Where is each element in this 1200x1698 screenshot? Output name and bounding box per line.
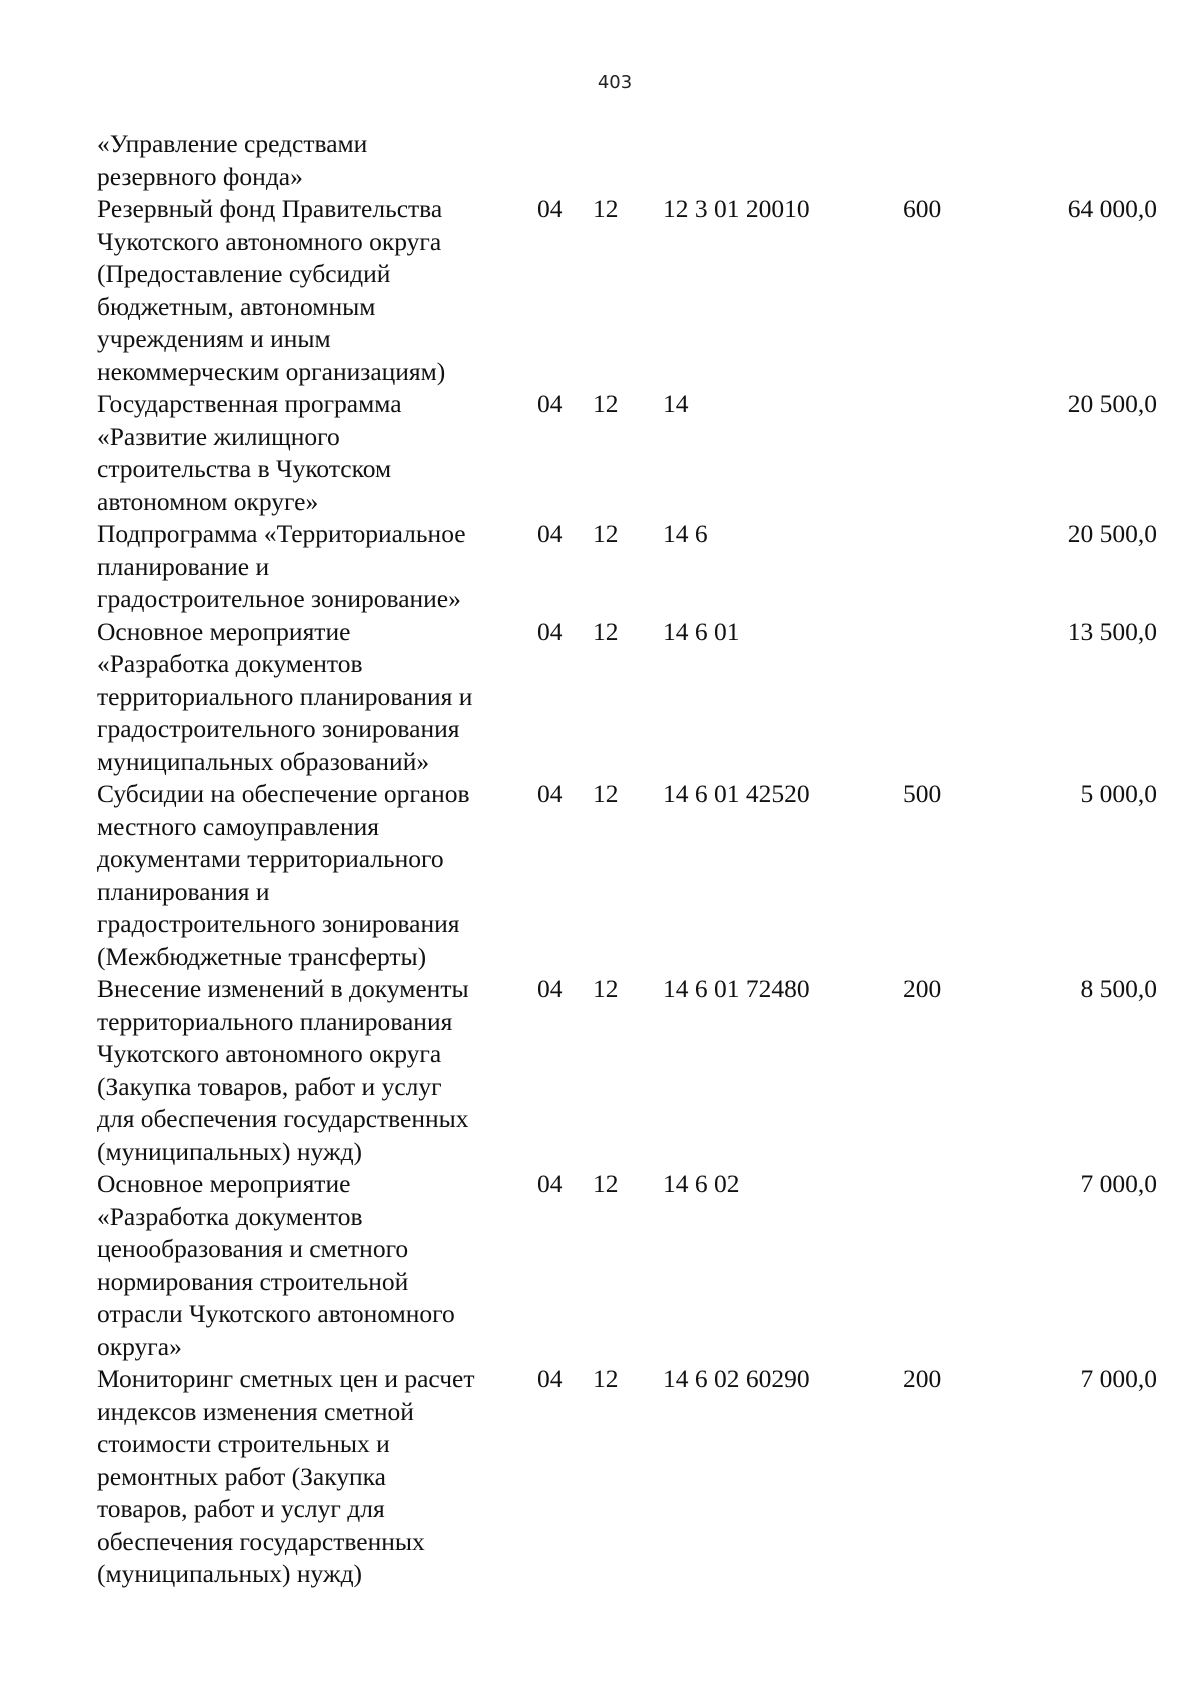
page-number: 403	[597, 72, 633, 93]
row-name: Внесение изменений в документы территориального планирования Чукотского автономного округа (Закупка товаров, работ и услуг для обеспечения государственных (муниципальных) нужд)	[97, 974, 469, 1166]
row-section-code: 04	[537, 1169, 563, 1198]
table-row	[97, 1168, 1157, 1363]
row-target-article-code: 14 6	[663, 519, 708, 548]
row-name: Мониторинг сметных цен и расчет индексов изменения сметной стоимости строительных и ремонтных работ (Закупка товаров, работ и услуг для обеспечения государственных (муниципальных) нужд)	[97, 1364, 475, 1588]
row-expense-type-code: 500	[903, 779, 942, 808]
row-name: «Управление средствами резервного фонда»	[97, 129, 368, 191]
row-subsection-code: 12	[593, 194, 619, 223]
table-row	[97, 518, 1157, 616]
row-subsection-code: 12	[593, 519, 619, 548]
row-subsection-code: 12	[593, 616, 619, 646]
row-section-code: 04	[537, 1364, 563, 1393]
budget-table	[97, 128, 1157, 1591]
row-amount: 8 500,0	[1080, 974, 1157, 1003]
row-name: Субсидии на обеспечение органов местного самоуправления документами территориального планирования и градостроительного зонирования (Межбюджетные трансферты)	[97, 779, 470, 971]
row-target-article-code: 14	[663, 389, 689, 418]
table-row	[97, 778, 1157, 973]
row-target-article-code: 14 6 02 60290	[663, 1364, 810, 1393]
row-expense-type-code: 600	[903, 194, 942, 223]
row-expense-type-code: 200	[903, 1364, 942, 1393]
row-target-article-code: 14 6 02	[663, 1169, 740, 1198]
row-name: Подпрограмма «Территориальное планирование и градостроительное зонирование»	[97, 519, 466, 613]
row-amount: 20 500,0	[1067, 389, 1157, 418]
row-name: Государственная программа «Развитие жилищного строительства в Чукотском автономном округе»	[97, 389, 402, 516]
row-amount: 20 500,0	[1067, 519, 1157, 548]
table-row	[97, 973, 1157, 1168]
row-subsection-code: 12	[593, 389, 619, 418]
table-row	[97, 128, 1157, 193]
row-subsection-code: 12	[593, 1364, 619, 1393]
row-subsection-code: 12	[593, 1169, 619, 1198]
row-name: Резервный фонд Правительства Чукотского автономного округа (Предоставление субсидий бюджетным, автономным учреждениям и иным некоммерческим организациям)	[97, 194, 446, 386]
row-expense-type-code: 200	[903, 974, 942, 1003]
row-section-code: 04	[537, 616, 563, 646]
table-row	[97, 616, 1157, 779]
row-target-article-code: 14 6 01	[663, 616, 740, 646]
row-target-article-code: 14 6 01 72480	[663, 974, 810, 1003]
row-target-article-code: 14 6 01 42520	[663, 779, 810, 808]
table-row	[97, 193, 1157, 388]
row-amount: 7 000,0	[1080, 1169, 1157, 1198]
table-row	[97, 388, 1157, 518]
row-subsection-code: 12	[593, 779, 619, 808]
row-subsection-code: 12	[593, 974, 619, 1003]
table-row	[97, 1363, 1157, 1591]
row-amount: 7 000,0	[1080, 1364, 1157, 1393]
row-section-code: 04	[537, 194, 563, 223]
row-section-code: 04	[537, 974, 563, 1003]
row-amount: 64 000,0	[1067, 194, 1157, 223]
row-section-code: 04	[537, 779, 563, 808]
row-section-code: 04	[537, 519, 563, 548]
row-amount: 5 000,0	[1080, 779, 1157, 808]
row-name: Основное мероприятие «Разработка документов территориального планирования и градостроительного зонирования муниципальных образований»	[97, 616, 473, 776]
row-name: Основное мероприятие «Разработка документов ценообразования и сметного нормирования строительной отрасли Чукотского автономного округа»	[97, 1169, 455, 1361]
row-section-code: 04	[537, 389, 563, 418]
row-amount: 13 500,0	[1067, 616, 1157, 646]
row-target-article-code: 12 3 01 20010	[663, 194, 810, 223]
